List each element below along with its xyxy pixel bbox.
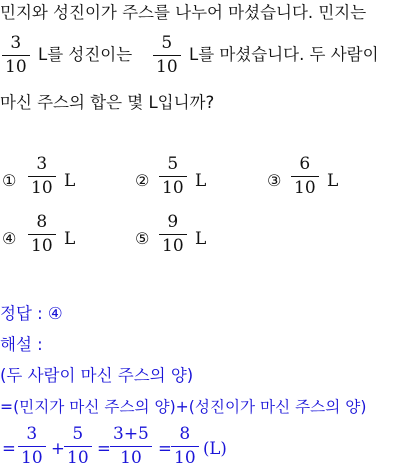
fraction-numerator: 3 xyxy=(10,33,22,53)
fraction-numerator: 8 xyxy=(36,212,48,232)
fraction-numerator: 5 xyxy=(161,33,173,53)
fraction-denominator: 10 xyxy=(21,448,43,468)
fraction-denominator: 10 xyxy=(31,236,53,256)
fraction-bar xyxy=(28,176,56,177)
fraction-numerator: 8 xyxy=(179,424,191,444)
unit-label: (L) xyxy=(203,439,227,458)
equals-sign: = xyxy=(158,439,172,458)
choice-fraction xyxy=(28,155,56,198)
choice-marker: ④ xyxy=(2,229,17,248)
explanation-step-1: (두 사람이 마신 주스의 양) xyxy=(0,366,194,385)
fraction-denominator: 10 xyxy=(294,178,316,198)
choice-fraction xyxy=(291,155,319,198)
choice-fraction xyxy=(159,213,187,256)
fraction-numerator: 3+5 xyxy=(113,424,149,444)
explanation-step-2: =(민지가 마신 주스의 양)+(성진이가 마신 주스의 양) xyxy=(0,398,367,416)
fraction-bar xyxy=(159,234,187,235)
problem-line-1: 민지와 성진이가 주스를 나누어 마셨습니다. 민지는 xyxy=(0,3,367,22)
equation-fraction-1 xyxy=(18,425,46,468)
fraction-bar xyxy=(2,55,30,56)
equation-fraction-4 xyxy=(171,425,199,468)
choice-fraction xyxy=(159,155,187,198)
fraction-bar xyxy=(291,176,319,177)
fraction-denominator: 10 xyxy=(156,57,178,77)
equals-sign: = xyxy=(97,439,111,458)
fraction-numerator: 5 xyxy=(72,424,84,444)
fraction-bar xyxy=(28,234,56,235)
choice-unit: L xyxy=(327,171,339,191)
fraction-bar xyxy=(64,446,92,447)
problem-segment-a: L를 성진이는 xyxy=(38,45,133,64)
equation-fraction-3 xyxy=(110,425,152,468)
fraction-denominator: 10 xyxy=(120,448,142,468)
fraction-denominator: 10 xyxy=(162,178,184,198)
choice-marker: ③ xyxy=(267,171,282,190)
problem-line-3: 마신 주스의 합은 몇 L입니까? xyxy=(0,93,215,112)
choice-marker: ② xyxy=(135,171,150,190)
fraction-bar xyxy=(171,446,199,447)
fraction-numerator: 3 xyxy=(26,424,38,444)
choice-unit: L xyxy=(64,229,76,249)
fraction-denominator: 10 xyxy=(31,178,53,198)
seongjin-fraction xyxy=(153,34,181,77)
fraction-bar xyxy=(159,176,187,177)
explanation-label: 해설 : xyxy=(0,335,43,354)
choice-unit: L xyxy=(195,171,207,191)
fraction-numerator: 6 xyxy=(299,154,311,174)
minji-fraction xyxy=(2,34,30,77)
fraction-denominator: 10 xyxy=(67,448,89,468)
equation-fraction-2 xyxy=(64,425,92,468)
fraction-bar xyxy=(153,55,181,56)
fraction-denominator: 10 xyxy=(162,236,184,256)
fraction-numerator: 5 xyxy=(167,154,179,174)
fraction-bar xyxy=(110,446,152,447)
equals-sign: = xyxy=(2,439,16,458)
choice-fraction xyxy=(28,213,56,256)
fraction-bar xyxy=(18,446,46,447)
answer-line: 정답 : ④ xyxy=(0,304,63,323)
problem-segment-b: L를 마셨습니다. 두 사람이 xyxy=(189,45,379,64)
plus-sign: + xyxy=(51,439,65,458)
choice-unit: L xyxy=(195,229,207,249)
fraction-denominator: 10 xyxy=(174,448,196,468)
choice-marker: ⑤ xyxy=(135,229,150,248)
fraction-denominator: 10 xyxy=(5,57,27,77)
choice-marker: ① xyxy=(2,171,17,190)
fraction-numerator: 9 xyxy=(167,212,179,232)
choice-unit: L xyxy=(64,171,76,191)
fraction-numerator: 3 xyxy=(36,154,48,174)
